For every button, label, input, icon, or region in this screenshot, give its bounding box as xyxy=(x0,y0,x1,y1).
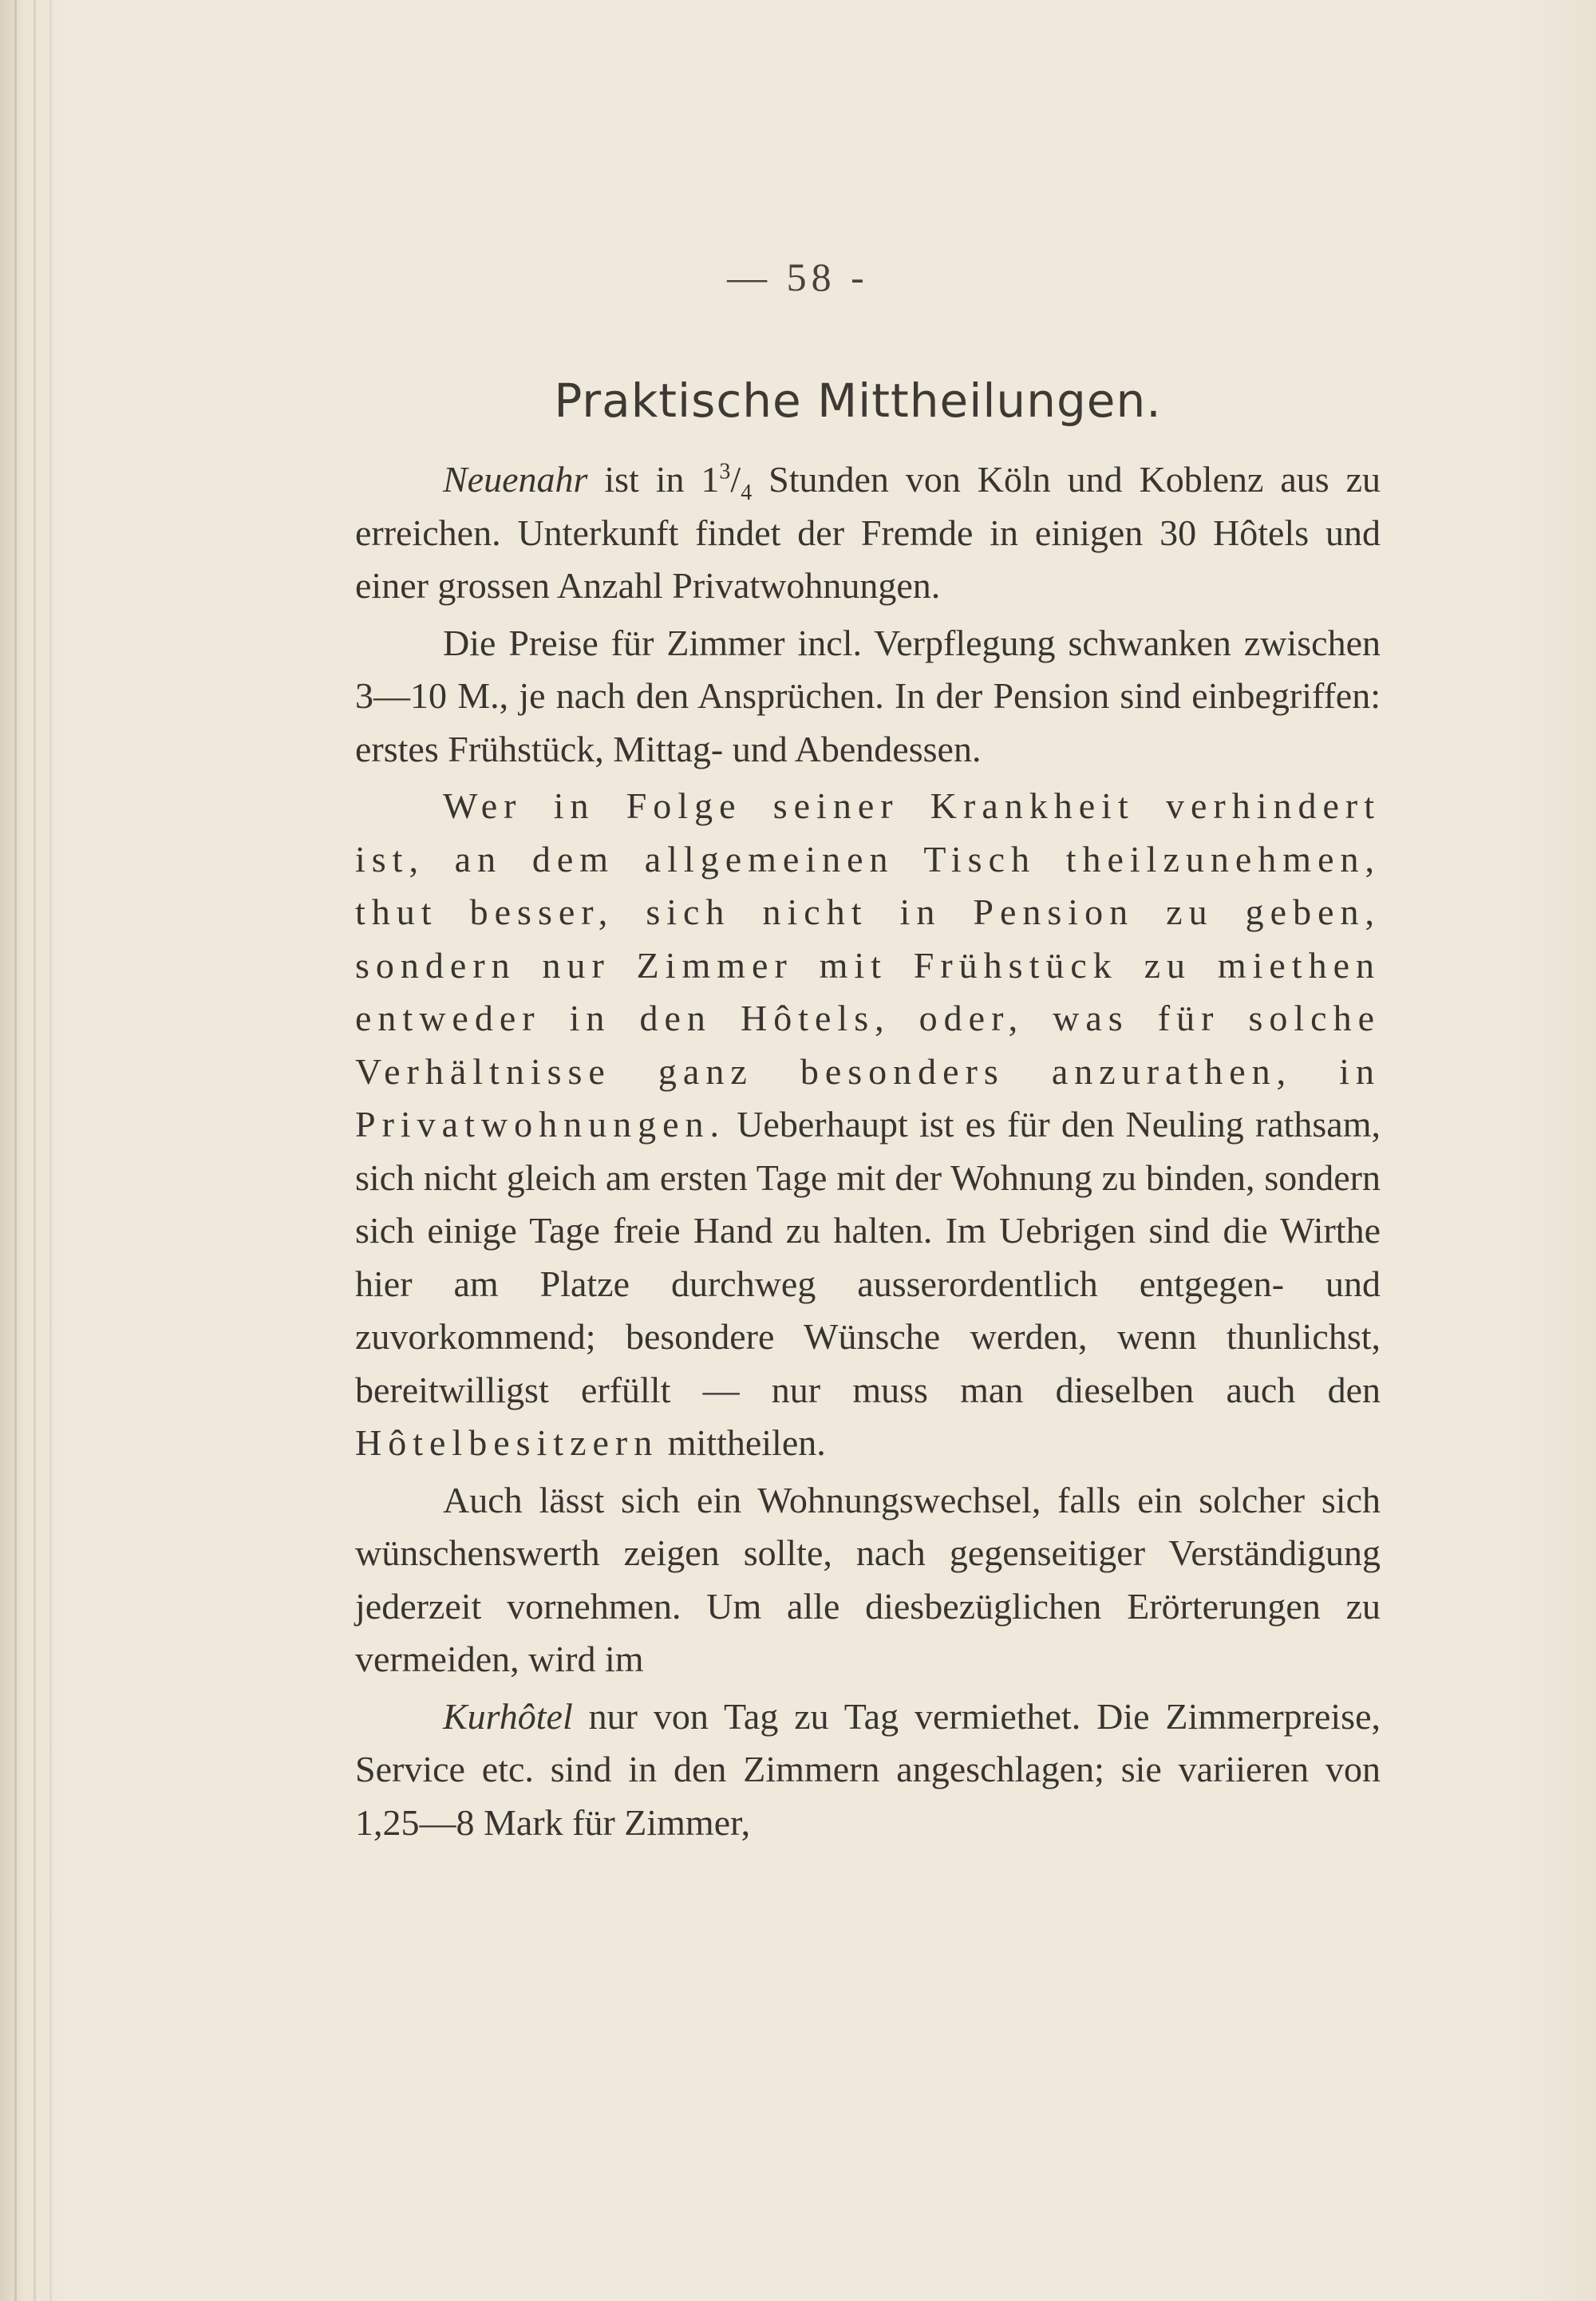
page-edge-line xyxy=(14,0,17,2301)
paragraph xyxy=(355,617,1381,777)
paragraph xyxy=(355,780,1381,1470)
body-text xyxy=(355,453,1381,1849)
italic-lead: Neuenahr xyxy=(443,459,588,500)
fraction-slash: / xyxy=(730,459,741,500)
page-edge-line xyxy=(49,0,52,2301)
paragraph-text: Auch lässt sich ein Wohnungswechsel, falls ein solcher sich wünschenswerth zeigen sollte, nach gegenseitiger Verständigung jederzeit vornehmen. Um alle diesbezüglichen Erörterungen zu vermeiden, wird im xyxy=(355,1479,1381,1679)
paragraph xyxy=(355,1690,1381,1850)
paragraph-text: mittheilen. xyxy=(658,1422,826,1463)
fraction-denominator: 4 xyxy=(741,480,753,506)
section-title: Praktische Mittheilungen. xyxy=(554,374,1162,428)
paragraph-text: Ueberhaupt ist es für den Neuling rathsam, sich nicht gleich am ersten Tage mit der Wohnung zu binden, sondern sich einige Tage freie Hand zu halten. Im Uebrigen sind die Wirthe hier am Platze durchweg ausserordentlich entgegen- und zuvorkommend; besondere Wünsche werden, wenn thunlichst, bereitwilligst erfüllt — nur muss man dieselben auch den xyxy=(355,1104,1381,1410)
running-head: — 58 - xyxy=(727,255,869,299)
paragraph-text: ist in 1 xyxy=(587,459,720,500)
fraction-numerator: 3 xyxy=(719,459,731,484)
paragraph xyxy=(355,453,1381,613)
paragraph-text: Die Preise für Zimmer incl. Verpflegung schwanken zwischen 3—10 M., je nach den Ansprüchen. In der Pension sind einbegriffen: erstes Frühstück, Mittag- und Abendessen. xyxy=(355,622,1381,769)
spaced-text: Hôtelbesitzern xyxy=(355,1422,659,1463)
spaced-text: Wer in Folge seiner Krankheit verhindert ist, an dem allgemeinen Tisch theilzunehmen, thut besser, sich nicht in Pension zu geben, sondern nur Zimmer mit Frühstück zu miethen entweder in den Hôtels, oder, was für solche Verhältnisse ganz besonders anzurathen, in Privatwohnungen. xyxy=(355,785,1381,1145)
paragraph xyxy=(355,1474,1381,1686)
paragraph-text: Stunden von Köln und Koblenz aus zu erreichen. Unterkunft findet der Fremde in einigen 30 Hôtels und einer grossen Anzahl Privatwohnungen. xyxy=(355,459,1381,606)
page-edge-line xyxy=(34,0,36,2301)
paragraph-text: nur von Tag zu Tag vermiethet. Die Zimmerpreise, Service etc. sind in den Zimmern angeschlagen; sie variieren von 1,25—8 Mark für Zimmer, xyxy=(355,1695,1381,1843)
italic-lead: Kurhôtel xyxy=(443,1695,573,1737)
